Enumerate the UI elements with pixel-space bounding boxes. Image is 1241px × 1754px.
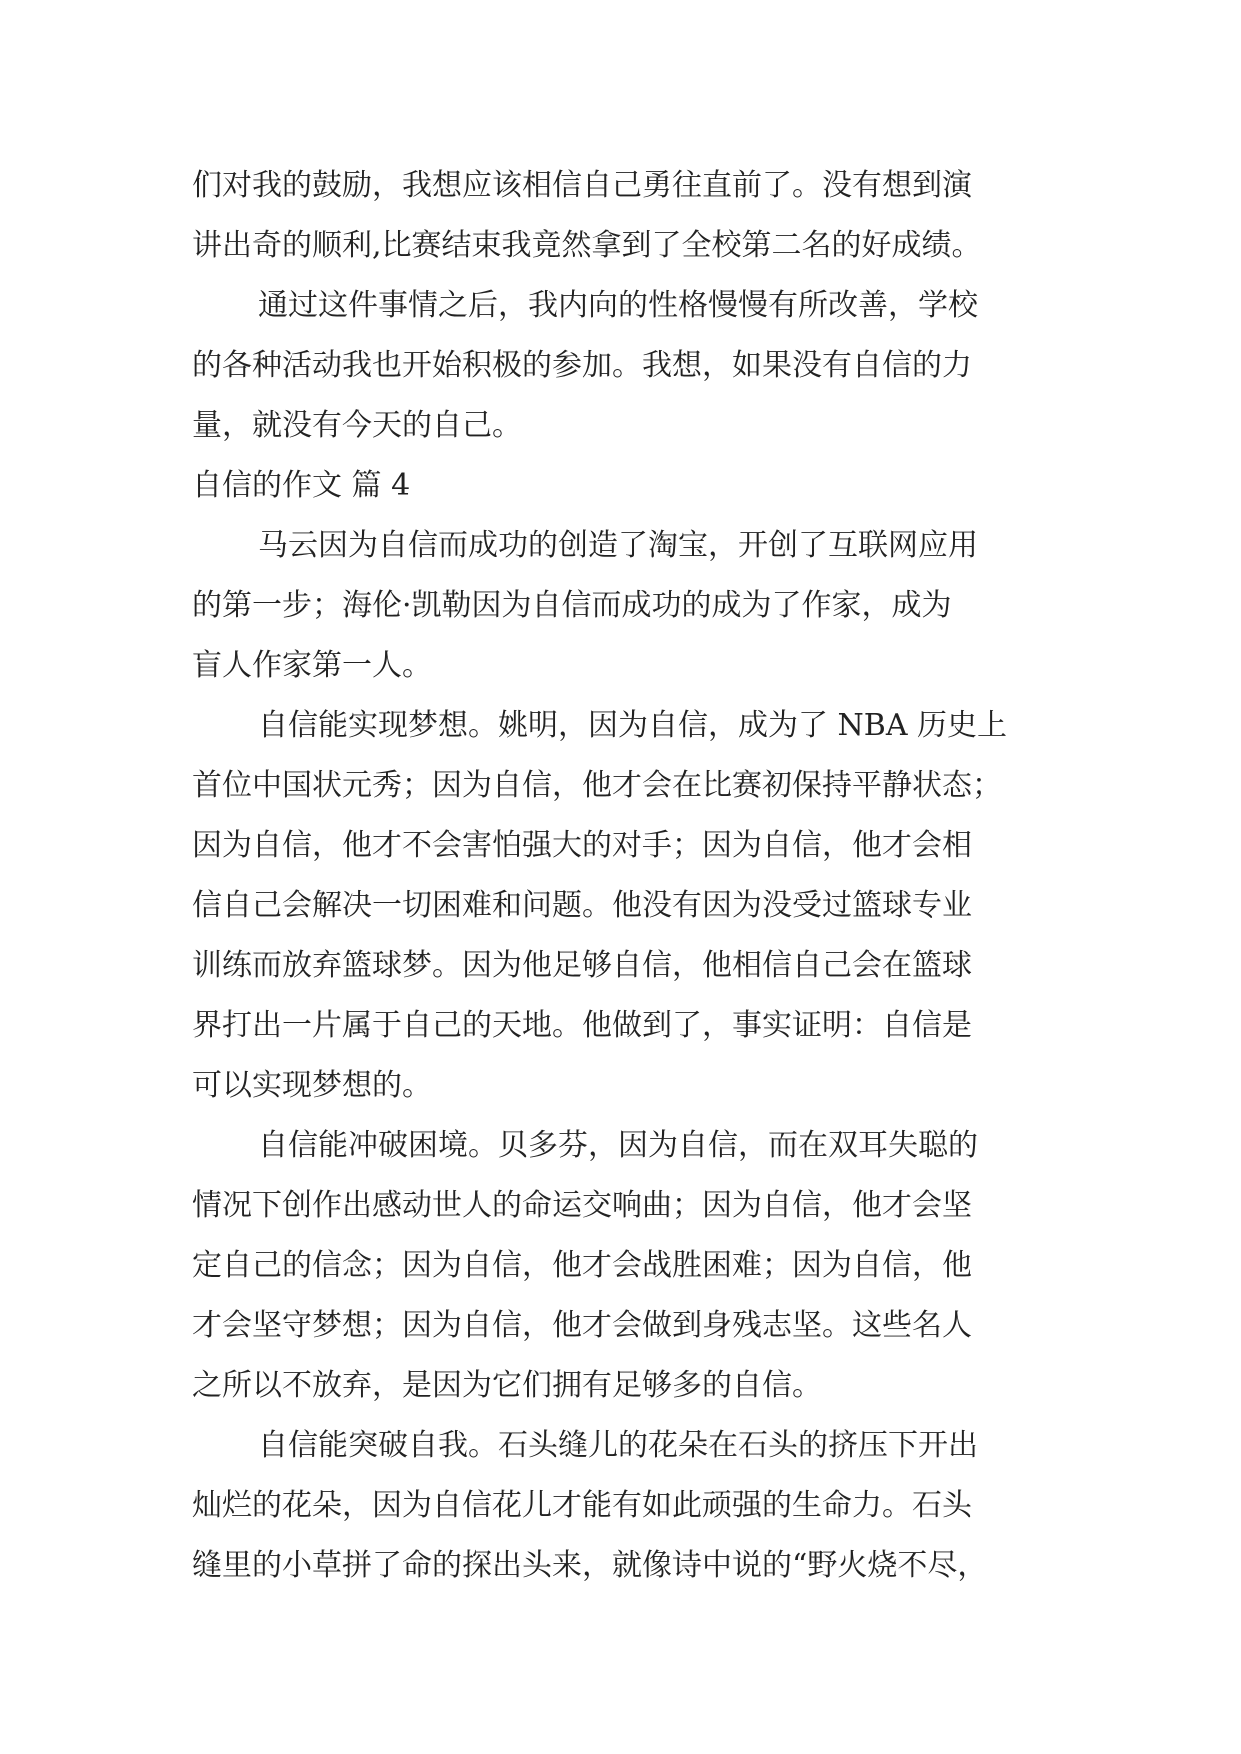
text-line: 定自己的信念；因为自信，他才会战胜困难；因为自信，他 xyxy=(192,1248,972,1283)
text-line: 盲人作家第一人。 xyxy=(192,648,432,683)
text-line: 的第一步；海伦·凯勒因为自信而成功的成为了作家，成为 xyxy=(192,588,952,623)
text-line: 情况下创作出感动世人的命运交响曲；因为自信，他才会坚 xyxy=(192,1188,972,1223)
paragraph xyxy=(192,1416,1072,1596)
text-line: 信自己会解决一切困难和问题。他没有因为没受过篮球专业 xyxy=(192,888,972,923)
paragraph xyxy=(192,276,1072,456)
text-line: 量，就没有今天的自己。 xyxy=(192,408,522,443)
paragraph xyxy=(192,156,1072,276)
text-line: 可以实现梦想的。 xyxy=(192,1068,432,1103)
text-line: 自信能实现梦想。姚明，因为自信，成为了 NBA 历史上 xyxy=(258,708,1008,743)
section-heading xyxy=(192,456,1072,516)
paragraph xyxy=(192,516,1072,696)
paragraph xyxy=(192,696,1072,1116)
heading-text: 自信的作文 篇 4 xyxy=(192,468,411,503)
text-line: 之所以不放弃，是因为它们拥有足够多的自信。 xyxy=(192,1368,822,1403)
text-line: 首位中国状元秀；因为自信，他才会在比赛初保持平静状态； xyxy=(192,768,1002,803)
text-line: 界打出一片属于自己的天地。他做到了，事实证明：自信是 xyxy=(192,1008,972,1043)
text-line: 的各种活动我也开始积极的参加。我想，如果没有自信的力 xyxy=(192,348,972,383)
text-line: 训练而放弃篮球梦。因为他足够自信，他相信自己会在篮球 xyxy=(192,948,972,983)
text-line: 才会坚守梦想；因为自信，他才会做到身残志坚。这些名人 xyxy=(192,1308,972,1343)
text-line: 自信能冲破困境。贝多芬，因为自信，而在双耳失聪的 xyxy=(258,1128,978,1163)
text-line: 马云因为自信而成功的创造了淘宝，开创了互联网应用 xyxy=(258,528,978,563)
text-line: 讲出奇的顺利,比赛结束我竟然拿到了全校第二名的好成绩。 xyxy=(192,228,982,263)
paragraph xyxy=(192,1116,1072,1416)
text-line: 们对我的鼓励，我想应该相信自己勇往直前了。没有想到演 xyxy=(192,168,972,203)
text-line: 通过这件事情之后，我内向的性格慢慢有所改善，学校 xyxy=(258,288,978,323)
text-line: 因为自信，他才不会害怕强大的对手；因为自信，他才会相 xyxy=(192,828,972,863)
text-line: 灿烂的花朵，因为自信花儿才能有如此顽强的生命力。石头 xyxy=(192,1488,972,1523)
document-body xyxy=(192,156,1072,1596)
text-line: 自信能突破自我。石头缝儿的花朵在石头的挤压下开出 xyxy=(258,1428,978,1463)
text-line: 缝里的小草拼了命的探出头来，就像诗中说的“野火烧不尽， xyxy=(192,1548,988,1583)
